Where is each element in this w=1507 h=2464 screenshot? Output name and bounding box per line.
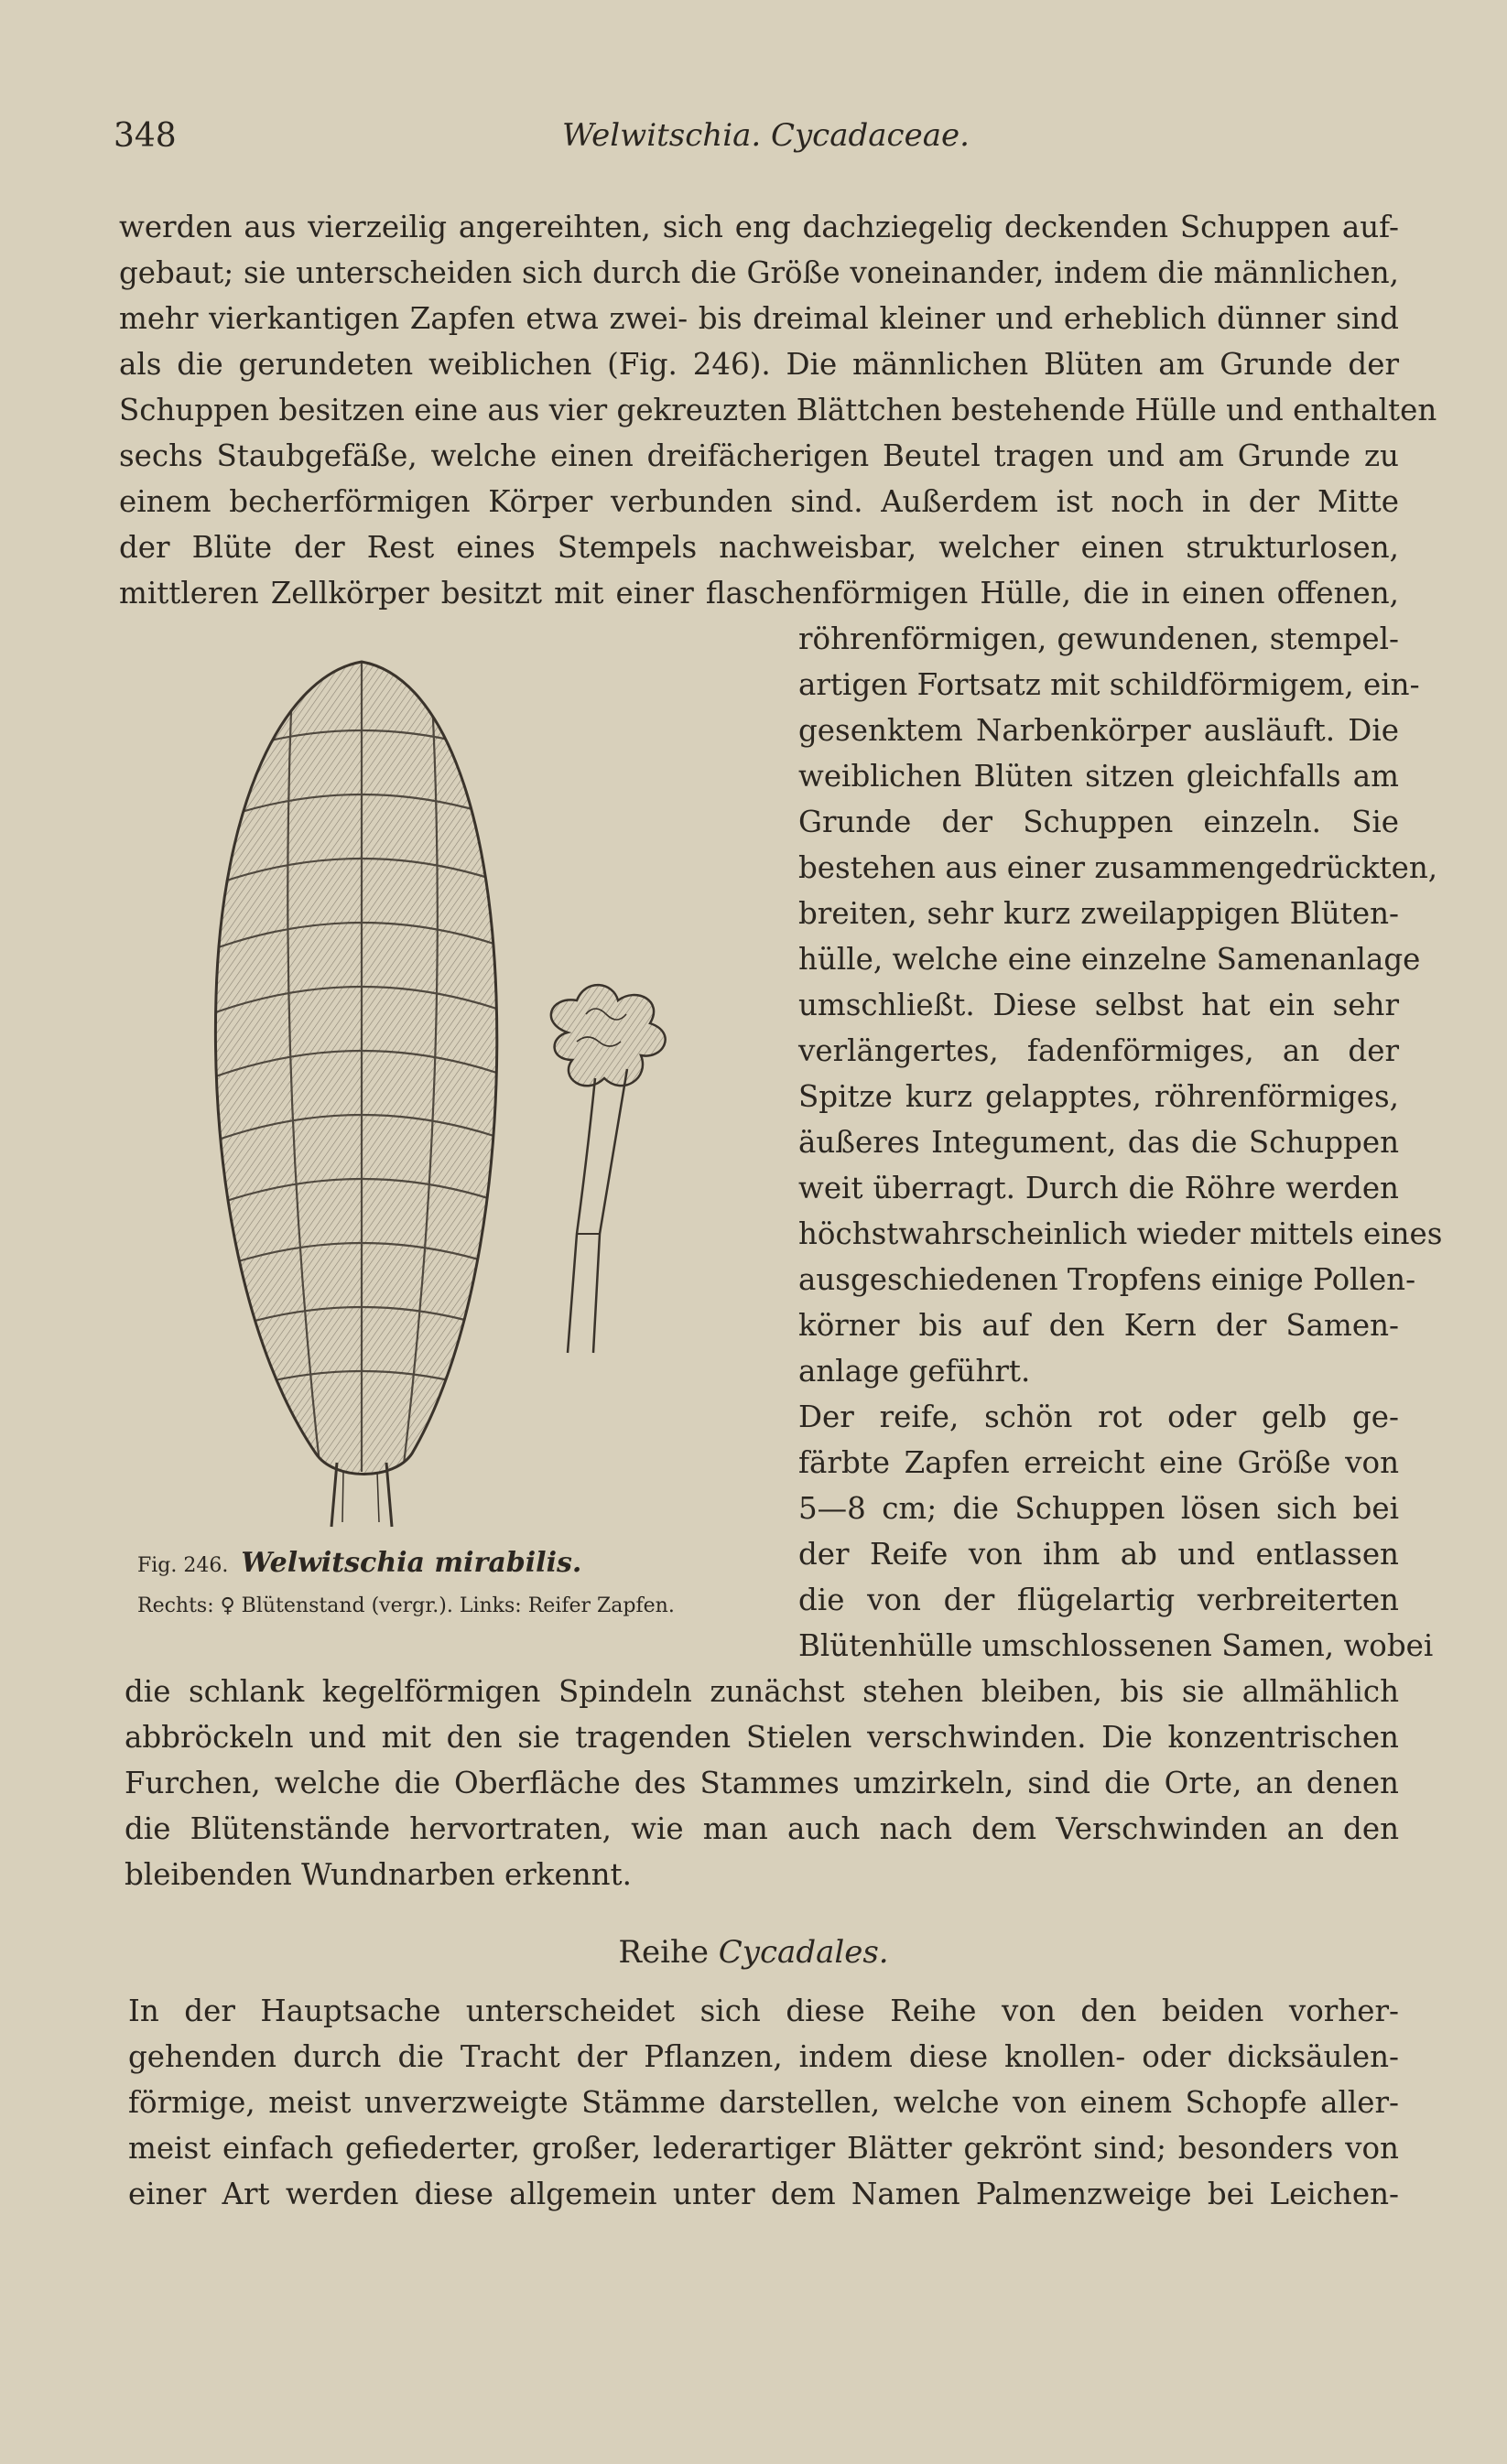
text-line: Der reife, schön rot oder gelb ge- — [798, 1400, 1399, 1434]
running-head: Welwitschia. Cycadaceae. — [562, 117, 970, 154]
text-line: einem becherförmigen Körper verbunden sind. Außerdem ist noch in der Mitte — [119, 484, 1399, 519]
figure-caption — [137, 1547, 581, 1579]
text-line: weit überragt. Durch die Röhre werden — [798, 1171, 1399, 1205]
figure-subcaption: Rechts: ♀ Blütenstand (vergr.). Links: Reifer Zapfen. — [137, 1594, 675, 1617]
figure-title: Welwitschia mirabilis. — [241, 1547, 582, 1579]
section-name: Cycadales. — [718, 1934, 889, 1971]
text-line: röhrenförmigen, gewundenen, stempel- — [798, 621, 1399, 656]
text-line: äußeres Integument, das die Schuppen — [798, 1125, 1399, 1160]
text-line: abbröckeln und mit den sie tragenden Stielen verschwinden. Die konzentrischen — [125, 1720, 1399, 1755]
figure-label: Fig. 246. — [137, 1554, 229, 1577]
section-prefix: Reihe — [618, 1934, 709, 1971]
text-line: In der Hauptsache unterscheidet sich diese Reihe von den beiden vorher- — [128, 1994, 1399, 2028]
text-line: bestehen aus einer zusammengedrückten, — [798, 850, 1438, 885]
text-line: 5—8 cm; die Schuppen lösen sich bei — [798, 1491, 1399, 1526]
text-line: sechs Staubgefäße, welche einen dreifächerigen Beutel tragen und am Grunde zu — [119, 438, 1399, 473]
text-line: färbte Zapfen erreicht eine Größe von — [798, 1445, 1399, 1480]
text-line: einer Art werden diese allgemein unter dem Namen Palmenzweige bei Leichen- — [128, 2177, 1399, 2211]
paragraph-after-figure — [125, 1669, 1399, 1897]
text-line: höchstwahrscheinlich wieder mittels eines — [798, 1216, 1443, 1251]
section-heading — [0, 1934, 1507, 1971]
text-line: die von der flügelartig verbreiterten — [798, 1583, 1399, 1617]
text-line: umschließt. Diese selbst hat ein sehr — [798, 988, 1399, 1022]
paragraph-cycadales — [128, 1988, 1399, 2217]
text-line: gesenktem Narbenkörper ausläuft. Die — [798, 713, 1399, 748]
mature-cone — [211, 662, 513, 1527]
text-line: der Blüte der Rest eines Stempels nachweisbar, welcher einen strukturlosen, — [119, 530, 1399, 565]
text-line: meist einfach gefiederter, großer, lederartiger Blätter gekrönt sind; besonders von — [128, 2131, 1399, 2166]
text-line: die schlank kegelförmigen Spindeln zunächst stehen bleiben, bis sie allmählich — [125, 1674, 1399, 1709]
text-line: gehenden durch die Tracht der Pflanzen, indem diese knollen- oder dicksäulen- — [128, 2039, 1399, 2074]
text-line: Schuppen besitzen eine aus vier gekreuzten Blättchen bestehende Hülle und enthalten — [119, 393, 1437, 427]
text-line: körner bis auf den Kern der Samen- — [798, 1308, 1399, 1343]
text-line: mittleren Zellkörper besitzt mit einer flaschenförmigen Hülle, die in einen offenen, — [119, 576, 1399, 611]
cone-illustration — [137, 648, 778, 1545]
text-line: Blütenhülle umschlossenen Samen, wobei — [798, 1628, 1434, 1663]
text-line: bleibenden Wundnarben erkennt. — [125, 1857, 632, 1892]
text-line: verlängertes, fadenförmiges, an der — [798, 1033, 1399, 1068]
text-line: weiblichen Blüten sitzen gleichfalls am — [798, 759, 1399, 794]
figure-welwitschia — [137, 648, 778, 1545]
text-line: anlage geführt. — [798, 1354, 1031, 1389]
page-number: 348 — [114, 117, 177, 155]
text-line: hülle, welche eine einzelne Samenanlage — [798, 942, 1421, 977]
text-line: mehr vierkantigen Zapfen etwa zwei- bis dreimal kleiner und erheblich dünner sind — [119, 301, 1399, 336]
text-line: der Reife von ihm ab und entlassen — [798, 1537, 1399, 1572]
text-line: als die gerundeten weiblichen (Fig. 246). Die männlichen Blüten am Grunde der — [119, 347, 1399, 382]
text-line: die Blütenstände hervortraten, wie man auch nach dem Verschwinden an den — [125, 1811, 1399, 1846]
text-line: Spitze kurz gelapptes, röhrenförmiges, — [798, 1079, 1399, 1114]
text-line: artigen Fortsatz mit schildförmigem, ein- — [798, 667, 1420, 702]
paragraph-top — [119, 204, 1437, 616]
text-line: ausgeschiedenen Tropfens einige Pollen- — [798, 1262, 1416, 1297]
text-line: werden aus vierzeilig angereihten, sich eng dachziegelig deckenden Schuppen auf- — [119, 210, 1399, 244]
paragraph-beside-figure — [798, 616, 1443, 1669]
text-line: Grunde der Schuppen einzeln. Sie — [798, 805, 1399, 839]
text-line: förmige, meist unverzweigte Stämme darstellen, welche von einem Schopfe aller- — [128, 2085, 1399, 2120]
page-header — [114, 117, 1395, 163]
text-line: breiten, sehr kurz zweilappigen Blüten- — [798, 896, 1399, 931]
female-inflorescence — [551, 985, 666, 1353]
text-line: gebaut; sie unterscheiden sich durch die Größe voneinander, indem die männlichen, — [119, 255, 1399, 290]
text-line: Furchen, welche die Oberfläche des Stammes umzirkeln, sind die Orte, an denen — [125, 1766, 1399, 1800]
